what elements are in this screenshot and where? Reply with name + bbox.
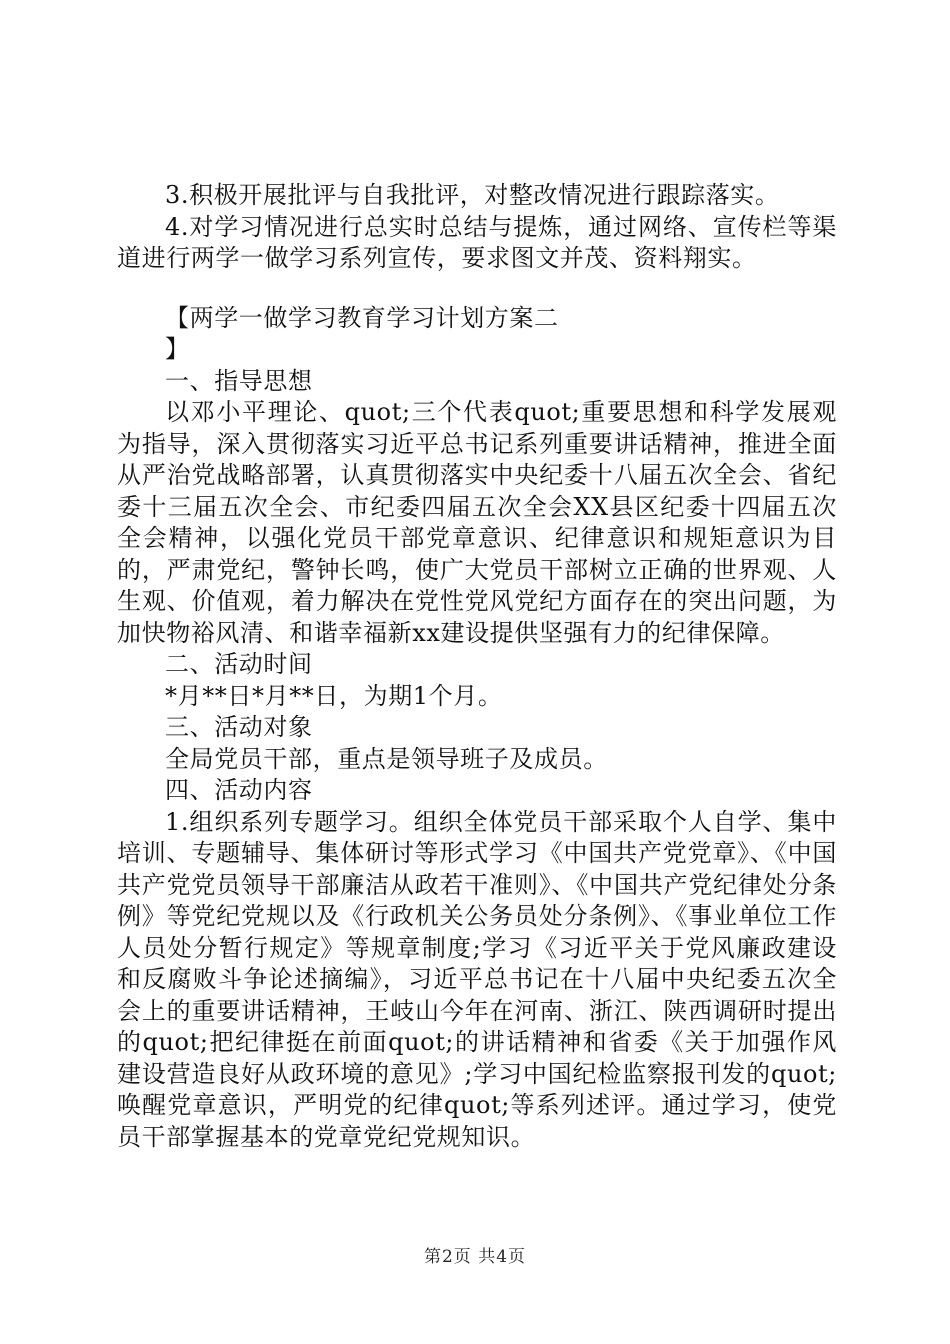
section-gap [117, 275, 837, 303]
heading-activity-content: 四、活动内容 [165, 776, 313, 804]
paragraph-guiding-thought: 以邓小平理论、quot;三个代表quot;重要思想和科学发展观为指导，深入贯彻落实习近平总书记系列重要讲话精神，推进全面从严治党战略部署，认真贯彻落实中央纪委十八届五次全会、省纪委十三届五次全会、市纪委四届五次全会XX县区纪委十四届五次全会精神，以强化党员干部党章意识、纪律意识和规矩意识为目的，严肃党纪，警钟长鸣，使广大党员干部树立正确的世界观、人生观、价值观，着力解决在党性党风党纪方面存在的突出问题，为加快物裕风清、和谐幸福新xx建设提供坚强有力的纪律保障。 [117, 398, 837, 647]
paragraph-activity-time: *月**日*月**日，为期1个月。 [165, 681, 503, 710]
paragraph-activity-target: 全局党员干部，重点是领导班子及成员。 [165, 744, 608, 773]
paragraph-item-3: 3.积极开展批评与自我批评，对整改情况进行跟踪落实。 [165, 181, 780, 209]
page-number: 第2页 共4页 [423, 1247, 527, 1267]
section-title-close: 】 [165, 335, 190, 363]
heading-activity-time: 二、活动时间 [165, 650, 313, 678]
heading-guiding-thought: 一、指导思想 [165, 366, 313, 395]
heading-activity-target: 三、活动对象 [165, 713, 313, 741]
paragraph-item-4: 4.对学习情况进行总实时总结与提炼，通过网络、宣传栏等渠道进行两学一做学习系列宣传，要求图文并茂、资料翔实。 [117, 212, 837, 272]
section-title: 【两学一做学习教育学习计划方案二 [165, 303, 559, 332]
paragraph-activity-content: 1.组织系列专题学习。组织全体党员干部采取个人自学、集中培训、专题辅导、集体研讨等形式学习《中国共产党党章》、《中国共产党党员领导干部廉洁从政若干准则》、《中国共产党纪律处分条例》等党纪党规以及《行政机关公务员处分条例》、《事业单位工作人员处分暂行规定》等规章制度;学习《习近平关于党风廉政建设和反腐败斗争论述摘编》，习近平总书记在十八届中央纪委五次全会上的重要讲话精神，王岐山今年在河南、浙江、陕西调研时提出的quot;把纪律挺在前面quot;的讲话精神和省委《关于加强作风建设营造良好从政环境的意见》;学习中国纪检监察报刊发的quot;唤醒党章意识，严明党的纪律quot;等系列述评。通过学习，使党员干部掌握基本的党章党纪党规知识。 [117, 807, 837, 1151]
document-body [117, 180, 837, 1153]
